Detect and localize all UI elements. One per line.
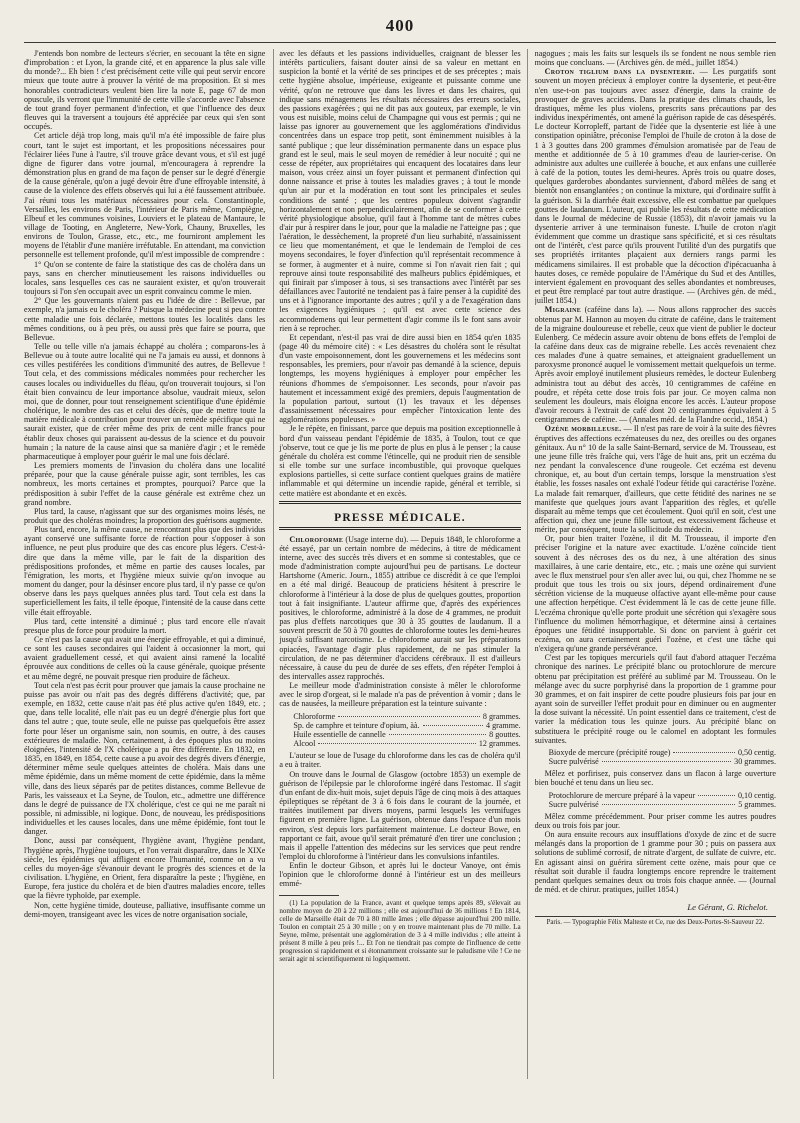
article-paragraph: Et cependant, n'est-il pas vrai de dire aussi bien en 1854 qu'en 1835 (page 40 du mémoire cité) : « Les désastres du choléra sont le résultat d'un vaste empoisonnement, dont les gouvernemens et les médecins sont responsables, les premiers, pour n'avoir pas demandé à la science, depuis longtemps, les moyens hygiéniques à employer pour empêcher les réunions d'hommes de s'empoisonner. Les seconds, pour n'avoir pas hautement et incessamment exigé des premiers, depuis l'augmentation de la population partout, surtout (1) les travaux et les dépenses d'assainissement nécessaires pour empêcher l'intoxication lente des agglomérations populeuses. »: [279, 332, 521, 425]
ingredient-name: Sucre pulvérisé: [548, 799, 599, 809]
article-paragraph: Tout cela n'est pas écrit pour prouver que jamais la cause prochaine ne puisse pas avoir ou n'ait pas des degrés différens d'activité; que, par exemple, en 1832, cette cause n'ait pas été plus active qu'en 1849, etc. ; que, dans telle localité, elle n'ait pas eu un degré d'énergie plus fort que dans tel autre ; que, toute seule, elle ne puisse pas quelquefois être assez forte pour léser un organisme sain, non soumis, en outre, à des causes extérieures de maladie. Non, certainement, à des époques plus ou moins éloignées, l'intensité de l'X cholérique a pu être différente. En 1832, en 1835, en 1849, en 1854, cette cause a pu avoir des degrés divers d'énergie, déterminer même seule quelques atteintes de choléra. Mais dans une même épidémie, dans un même moment de cette épidémie, dans la même ville, dans des lieux séparés par de petites distances, comme Bellevue de Paris, les vaisseaux et La Seyne, de Toulon, etc., admettre une différence dans le degré de puissance de l'X cholérique, c'est ce qui ne me paraît ni possible, ni admissible, ni logique. Donc, de nouveau, les prédispositions individuelles et les causes locales, dans une même épidémie, font tout le danger.: [24, 680, 266, 837]
recipe-line: [549, 757, 776, 766]
recipe-line: [549, 748, 776, 757]
leader-dots: [338, 716, 480, 717]
chloroforme-recipe-intro: Le meilleur mode d'administration consiste à mêler le chloroforme avec le sirop d'orgeat, si le malade n'a pas de prévention à vomir ; dans le cas de nausées, la meilleure préparation est la teinture suivante :: [279, 681, 521, 709]
migraine-paragraph: [535, 305, 776, 424]
chloroforme-recipe: [293, 712, 520, 749]
article-paragraph: Non, cette hygiène timide, douteuse, palliative, insuffisante comme un demi-moyen, transigeant avec les vices de notre organisation sociale,: [24, 900, 266, 919]
recipe-1-instructions: Mêlez et porfirisez, puis conservez dans un flacon à large ouverture bien bouché et tenu dans un lieu sec.: [534, 769, 776, 788]
article-paragraph: 2° Que les gouvernants n'aient pas eu l'idée de dire : Bellevue, par exemple, n'a jamais eu le choléra ? Puisque la médecine peut si peu contre cette maladie une fois déclarée, mettons toutes les localités dans les mêmes conditions, ou à peu près, ou aussi près que faire se pourra, que Bellevue.: [24, 296, 266, 342]
chloroforme-paragraph: [279, 535, 520, 682]
page-number: 400: [385, 16, 415, 35]
ozene-conclusion: [535, 812, 776, 894]
leader-dots: [698, 795, 735, 796]
article-paragraph: Enfin le docteur Gibson, et après lui le docteur Vanoye, ont émis l'opinion que le chloroforme donné à l'intérieur est un des meilleurs emmé-: [279, 861, 521, 889]
article-continuation: [279, 49, 520, 498]
ingredient-quantity: 4 gramme.: [486, 720, 521, 730]
recipe-line: [293, 721, 520, 730]
ingredient-quantity: 0,10 centig.: [737, 790, 776, 800]
leader-dots: [318, 743, 475, 744]
article-paragraph: Or, pour bien traiter l'ozène, il dit M. Trousseau, il importe d'en préciser l'origine et la nature avec exactitude. L'ozène coïncide tient souvent à des nécroses des os du nez, à une altération des sinus maxillaires, à une carie dentaire, etc., etc. ; mais une ozène qui survient avec le flux menstruel pour s'en aller avec lui, ou qui, chez l'homme ne se produit que tous les trois ou six jours, dépend ordinairement d'une sécrétion viciense de la muqueuse olfactive ayant elle-même pour cause une affection herpétique. C'est évidemment là le cas de cette jeune fille. L'eczéma chronique qu'elle porte produit une sécrétion qui s'exagère sous l'influence du molimen hémorrhagique, et détermine ainsi à certaines époques une fétidité insupportable. Si donc on parvient à guérir cet eczéma, on aura certainement guéri l'ozène, et c'est une tâche qui n'exigera qu'une grande persévérance.: [534, 534, 776, 654]
article-paragraph: On aura ensuite recours aux insufflations d'oxyde de zinc et de sucre mélangés dans la proportion de 1 gramme pour 30 ; puis on passera aux solutions de sublimé corrosif, de nitrate d'argent, de sulfate de cuivre, etc. En agissant ainsi on guérira sûrement cette ozène, mais pour que ce résultat soit durable il faudra longtemps encore reprendre le traitement pendant quelques semaines deux ou trois fois chaque année. — (Journal de méd. et de chirur. pratiques, juillet 1854.): [534, 830, 776, 895]
chloroforme-lead: Chloroforme: [289, 534, 344, 544]
article-paragraph: J'entends bon nombre de lecteurs s'écrier, en secouant la tête en signe d'improbation : et Lyon, la grande cité, et en apparence la plus sale ville du monde?... Eh bien ! c'est précisément cette ville qui peut servir encore mieux que toute autre à prouver la vérité de ma proposition. Et si mes honorables contradicteurs veulent bien lire la note E, page 67 de mon opuscule, ils verront que l'immunité de cette ville s'accorde avec l'absence de tout grand foyer permanent d'infection, et que l'influence des deux fleuves qui la traversent a toujours été appréciée par ceux qui s'en sont occupés.: [24, 49, 266, 132]
recipe-line: [549, 800, 776, 809]
ingredient-quantity: 30 grammes.: [734, 757, 776, 767]
recipe-line: [549, 791, 776, 800]
ingredient-name: Sucre pulvérisé: [548, 757, 599, 767]
section-title: PRESSE MÉDICALE.: [334, 511, 466, 524]
article-end: [535, 49, 776, 67]
article-paragraph: Mêlez comme précédemment. Pour priser comme les autres poudres deux ou trois fois par jour.: [534, 811, 776, 830]
ingredient-quantity: 8 grammes.: [482, 711, 521, 721]
ingredient-name: Protochlorure de mercure préparé à la vapeur: [548, 790, 696, 800]
ingredient-name: Sp. de camphre et teinture d'opium, àà.: [293, 720, 420, 730]
recipe-line: [293, 730, 520, 739]
article-paragraph: Cet article déjà trop long, mais qu'il m'a été impossible de faire plus court, tant le sujet est important, et les propositions nécessaires pour l'éclairer liées l'une à l'autre, s'il trouve grâce devant vous, et s'il est jugé digne de figurer dans votre journal, m'encouragera à reprendre la démonstration plus en grand de ma façon de penser sur le degré d'énergie de la cause générale, qu'on a jugé devoir être d'une effroyable intensité, à cause de la violence des effets observés qui lui a été faussement attribuée. J'ai réuni tous les matériaux nécessaires pour cela. Constantinople, Versailles, les environs de Paris, l'intérieur de Paris même, Compiègne, Elbeuf et les communes voisines, Louviers et le plateau de Mantaure, le village de Tooting, en Angleterre, New-York, Chauny, Bruxelles, les environs de Toulon, Grasse, etc., etc., me fourniront amplement les moyens de l'établir d'une manière irréfutable. En attendant, ma conviction personnelle est tellement profonde, qu'il m'est impossible de comprendre :: [24, 131, 266, 260]
ozene-treatment: [535, 534, 776, 745]
column-2: [279, 49, 520, 1079]
ingredient-quantity: 8 gouttes.: [489, 729, 521, 739]
recipe-line: [293, 712, 520, 721]
article-paragraph: 1° Qu'on se contente de faire la statistique des cas de choléra dans un pays, sans en chercher minutieusement les raisons individuelles ou locales, sans lesquelles ces cas ne sauraient exister, et qu'on trouverait toujours si l'on s'en occupait avec un esprit convaincu comme le mien.: [24, 259, 266, 297]
ingredient-name: Chloroforme: [293, 711, 336, 721]
article-paragraph: L'auteur se loue de l'usage du chloroforme dans les cas de choléra qu'il a eu à traiter.: [279, 751, 521, 770]
article-paragraph: Les premiers moments de l'invasion du choléra dans une localité préparée, pour que la cause générale puisse agir, sont terribles, les cas nombreux, les morts certaines et promptes, pourquoi? Parce que la prédisposition à subir l'effet de la cause générale est extrême chez un grand nombre.: [24, 461, 266, 507]
article-paragraph: C'est par les topiques mercuriels qu'il faut d'abord attaquer l'eczéma chronique des narines. Le précipité blanc ou protochlorure de mercure obtenu par précipitation est préféré au sublimé par M. Trousseau. On le mélange avec du sucre porphyrisé dans la proportion de 1 gramme pour 30 grammes, et on fait inspirer de cette poudre plusieurs fois par jour en ayant soin de surveiller l'effet produit pour en diminuer ou en augmenter la dose suivant la nécessité. Un point essentiel dans ce traitement, c'est de varier la médication tous les quinze jours. Au précipité blanc on substituera le précipité rouge ou le calomel en adoptant les formules suivantes.: [534, 653, 776, 745]
article-paragraph: Ce n'est pas la cause qui avait une énergie effroyable, et qui a diminué, ce sont les causes secondaires qui l'aident à occasionner la mort, qui avaient graduellement cessé, et qui avaient ainsi ramené la localité éprouvée aux conditions de celles où la cause générale, quoique présente et au même degré, ne pouvait presque rien produire de fâcheux.: [24, 635, 266, 681]
article-paragraph: avec les défauts et les passions individuelles, craignant de blesser les intérêts particuliers, faisant douter ainsi de sa valeur en mettant en suspicion la bonté et la vérité de ses principes et de ses préceptes ; mais cette hygiène absolue, impérieuse, exigeante et puissante comme une vérité, qu'on ne retrouve que dans les livres et dans les chaires, qui indique sans ménagemens les résultats nécessaires des erreurs sociales, des passions exagérées ; qui ne dit pas aux gouteux, par exemple, le vin vous est nuisible, moins celui de Champagne qui vous est permis ; qui ne laisse pas ignorer au gouvernement que les agglomérations d'individus concentrées dans un espace trop petit, sont éminemment nuisibles à la santé publique ; que leur dissémination permanente dans un espace plus grand est le seul, mais le seul moyen de remédier à leur nocuité ; qui ne cesse de répéter, aux propriétaires qui encaquent des locataires dans leur maison, vous créez ainsi un foyer puissant et permanent d'infection qui donne naissance et prise à toutes les maladies graves ; à tout le monde qu'un air pur et la modération en tout sont les principales et seules conditions de santé ; que les centres populeux doivent s'agrandir horizontalement et non perpendiculairement, afin de se conformer à cette vérité physiologique absolue, qu'il faut à l'homme tant de mètres cubes d'air pur à respirer dans le jour, pour que la maladie ne l'atteigne pas ; que l'aération, le dessèchement, la propreté d'un lieu surhabité, n'assainissent ce lieu que momentanément, et que le lendemain de l'emploi de ces moyens secondaires, le foyer d'infection qu'il représentait recommence à se former, à augmenter et à nuire, comme si l'on n'avait rien fait ; qui reprouve ainsi toute responsabilité des malheurs publics épidémiques, et qui finirait par s'imposer à tous, si ses transactions avec l'intérêt par ses défaillances avec l'autorité ne tendaient pas à faire penser à la cupidité des uns et à l'ignorance importante des autres ; qu'il y a de l'exagération dans les exigences hygiéniques ; qu'il est avec cette science des accommodemens qui leur permettent d'agir comme ils le font sans avoir rien à se reprocher.: [279, 49, 521, 333]
text-columns: [24, 49, 776, 1079]
croton-paragraph: [535, 67, 776, 305]
chloroforme-text: (Usage interne du). — Depuis 1848, le chloroforme a été essayé, par un certain nombre de médecins, à titre de médicament interne, avec des succès très divers et en somme si contestables, que ce mode d'administration compte aujourd'hui peu de partisans. Le docteur Hartshorne (Americ. Journ., 1855) attribue ce discrédit à ce que l'emploi en a été mal dirigé. Beaucoup de praticiens hésitent à prescrire le chloroforme à l'intérieur à la dose de plus de quelques gouttes, proportion tout à fait insignifiante. L'auteur affirme que, d'après des expériences positives, le chloroforme, administré à la dose de 4 grammes, ne produit pas plus d'effets narcotiques que 30 à 35 gouttes de laudanum. Il a souvent prescrit de 50 à 70 gouttes de chloroforme toutes les demi-heures jusqu'à suffisant narcotisme. Le chloroforme aurait sur les préparations opiacées, l'avantage d'agir plus rapidement, de ne pas stimuler la circulation, de ne pas déterminer d'accidens cérébraux. Il est d'ailleurs nécessaire, à cause du peu de durée de ses effets, d'en répéter l'emploi à des intervalles assez rapprochés.: [279, 534, 521, 681]
section-rule: [279, 501, 520, 504]
article-paragraph: Plus tard, la cause, n'agissant que sur des organismes moins lésés, ne produit que des choléras moindres; la proportion des guérisons augmente.: [24, 506, 266, 525]
section-rule-bottom: [279, 527, 520, 530]
footnote: (1) La population de la France, avant et quelque temps après 89, s'élevait au nombre moyen de 20 à 22 millions ; elle est aujourd'hui de 36 millions ! En 1814, celle de Marseille était de 70 à 80 mille âmes ; elle dépasse aujourd'hui 200 mille. Toulon en comptait 25 à 30 mille ; on y en trouve maintenant plus de 70 mille. La Seyne, même, présentait une agglomération de 3 à 4 mille individus ; elle atteint à présent 8 mille à peu près !... Et l'on ne tiendrait pas compte de l'influence de cette progression si rapidement et si étonnamment croissante sur le paludisme vile ! Ce ne serait agir ni scientifiquement ni logiquement.: [279, 898, 521, 963]
ingredient-name: Bioxyde de mercure (précipité rouge): [548, 747, 671, 757]
ingredient-name: Alcool: [293, 739, 316, 749]
header-rule: [24, 42, 776, 43]
manager-signature: Le Gérant, G. Richelot.: [687, 902, 768, 913]
printer-rule: [535, 916, 776, 917]
ingredient-quantity: 0,50 centig.: [737, 747, 776, 757]
leader-dots: [602, 761, 731, 762]
article-paragraph: nagogues ; mais les faits sur lesquels ils se fondent ne nous semble rien moins que concluans. — (Archives gén. de méd., juillet 1854.): [534, 49, 776, 68]
footnote-rule: [279, 895, 339, 896]
article-paragraph: Donc, aussi par conséquent, l'hygiène avant, l'hygiène pendant, l'hygiène après, l'hygiène toujours, et l'on verrait disparaître, dans le XIXe siècle, les épidémies qui affligent encore l'humanité, comme on a vu celles du moyen-âge s'évanouir devant le progrès des sciences et de la civilisation. L'hygiène, en Orient, fera disparaître la peste ; l'hygiène, en Europe, fera justice du choléra et de bien d'autres maladies encore, telles que la fièvre typhoïde, par exemple.: [24, 836, 266, 901]
ozene-lead: Ozène morbilleuse.: [544, 424, 622, 434]
ingredient-quantity: 5 grammes.: [738, 799, 776, 809]
article-paragraph: Plus tard, cette intensité a diminué ; plus tard encore elle n'avait presque plus de force pour produire la mort.: [24, 616, 266, 635]
migraine-text: (caféine dans la). — Nous allons rapprocher des succès obtenus par M. Hannon au moyen du citrate de caféine, dans le traitement de la migraine douloureuse et rebelle, ceux que vient de publier le docteur Eulenberg. Ce médecin assure avoir obtenu de bons effets de l'emploi de la caféine dans deux cas de migraine rebelle. Les accès revenaient chez ces malades d'une à quatre semaines, et atteignaient graduellement un paroxysme prononcé auquel le vomissement mettait quelquefois un terme. Après avoir employé inutilement plusieurs remèdes, le docteur Eulenberg administra tout au début des accès, 10 centigrammes de caféine en poudre, et répéta cette dose trois fois par jour. Ce moyen calma non seulement les douleurs, mais éloigna encore les accès. L'auteur propose d'avoir recours à l'extrait de café dont 20 centigrammes équivalent à 5 centigrammes de caféine. — (Annales méd. de la Flandre occid., 1854.): [534, 305, 776, 425]
croton-lead: Croton tiglium dans la dysenterie.: [544, 67, 695, 77]
article-paragraph: Plus tard, encore, la même cause, ne rencontrant plus que des individus ayant conservé une suffisante force de réaction pour s'opposer à son influence, ne peut plus produire que des cas encore plus légers. C'est-à-dire que dans la même ville, par le fait de la disparition des prédispositions profondes, et même en partie des causes locales, par l'émigration, les morts, et l'hygiène mieux suivie qu'on invoque au moment du danger, pour la désinser encore plus tard, il n'y passe ce qu'on observe dans les pays quelques années plus tard. Tout cela est dans la superficiellement les faits, il telle époque, l'intensité de la cause dans cette ville était effroyable.: [24, 525, 266, 617]
column-3: [535, 49, 776, 1079]
ingredient-quantity: 12 grammes.: [478, 739, 521, 749]
article-paragraph: Je le répète, en finissant, parce que depuis ma position exceptionnelle à bord d'un vaisseau pendant l'épidémie de 1835, à Toulon, tout ce que j'observe, tout ce que je lis me porte de plus en plus à le penser ; la cause générale du choléra est comme l'étincelle, qui ne produit rien de sensible si elle tombe sur une surface incombustible, qui provoque quelques explosions partielles, si cette surface contient quelques grains de matière inflammable et qui détermine un incendie rapide, général et terrible, si cette matière est abondante et en excès.: [279, 424, 521, 498]
recipe-line: [293, 739, 520, 748]
ingredient-name: Huile essentielle de cannelle: [293, 729, 386, 739]
column-1: [24, 49, 265, 1079]
chloroforme-followup: [279, 751, 520, 888]
leader-dots: [673, 752, 735, 753]
migraine-lead: Migraine: [544, 305, 582, 315]
croton-text: — Les purgatifs sont souvent un moyen précieux à employer contre la dysenterie, et peut-être n'en use-t-on pas toujours avec assez d'énergie, dans la crainte de provoquer de graves accidens. Dans la pratique des climats chauds, les drastiques, même les plus violens, prescrits sans précautions par des individus inexpérimentés, ont amené la guérison rapide de cas désespérés. Le docteur Korropleff, partant de l'idée que la dysenterie est liée à une constipation opiniâtre, préconise l'emploi de l'huile de croton à la dose de 1 à 3 gouttes dans 200 grammes d'émulsion aromatisée par de l'eau de menthe et additionnée de 5 à 10 grammes d'eau de laurier-cerise. On administre aux adultes une cuillerée à bouche, et aux enfans une cuillerée à café de la potion, toutes les demi-heures. Après trois ou quatre doses, quelques garderobes abondantes surviennent, d'abord mêlées de sang et bientôt non ensanglantées ; on continue la mixture, qui d'ordinaire suffit à la guérison. Si la diarrhée était excessive, elle est combattue par quelques gouttes de laudanum. L'auteur, qui publie les résultats de cette médication dans le Journal de médecine de Russie (1853), dit n'avoir jamais vu la dysenterie arriver à une terminaison funeste. L'huile de croton n'agit évidemment que comme un drastique sans spécificité, et si ces résultats ont de l'intérêt, c'est parce qu'ils prouvent l'utilité d'un des purgatifs que ses propriétés irritantes plaçaient aux derniers rangs parmi les médicamens similaires. Il est probable que la décoction d'ipécacuanha à hautes doses, ce remède populaire de l'Amérique du Sud et des Antilles, intervient également en provoquant des selles abondantes et nombreuses, et peut être remplacé par tout autre drastique. — (Archives gén. de méd., juillet 1854.): [534, 67, 776, 306]
leader-dots: [423, 725, 484, 726]
printer-imprint: Paris. — Typographie Félix Malteste et Ce, rue des Deux-Portes-St-Sauveur 22.: [546, 919, 765, 927]
recipe-red-precipitate: [549, 748, 776, 766]
article-paragraph: On trouve dans le Journal de Glasgow (octobre 1853) un exemple de guérison de l'épilepsie par le chloroforme ingéré dans l'estomac. Il s'agit d'un enfant de dix-huit mois, sujet depuis l'âge de cinq mois à des attaques épileptiques se répétant de 3 à 6 fois dans le courant de la journée, et traitées inutilement par divers moyens, parmi lesquels les vermifuges figurent en première ligne. La guérison, obtenue dans l'espace d'un mois environ, s'est depuis lors parfaitement maintenue. Le docteur Bowe, en rapportant ce fait, avoue qu'il serait prématuré d'en tirer une conclusion ; mais il appelle l'attention des médecins sur les services que peut rendre l'emploi du chloroforme à l'intérieur dans les convulsions infantiles.: [279, 769, 521, 861]
ozene-text: — Il n'est pas rare de voir à la suite des fièvres éruptives des affections eczémateuses du nez, des oreilles ou des organes génitaux. Au n° 10 de la salle Saint-Bernard, service de M. Trousseau, est une jeune fille très fraîche qui, vers l'âge de huit ans, prit un eczéma du nez pendant la convalescence d'une rougeole. Cet eczéma est devenu chronique, et, au bout d'un certain temps, lorsque la menstruation s'est établie, les fosses nasales ont exhalé l'odeur fétide qui caractérise l'ozène. La malade fait remarquer, d'ailleurs, que cette fétidité des narines ne se manifeste que quelques jours avant l'apparition des règles, et qu'elle disparaît au même temps que cet écoulement. Quoi qu'il en soit, c'est une affection qui, chez une jeune fille surtout, est excessivement fâcheuse et mérite, par conséquent, toute la sollicitude du médecin.: [534, 424, 776, 535]
article-paragraph: Telle ou telle ville n'a jamais échappé au choléra ; comparons-les à Bellevue ou à toute autre localité qui ne l'a jamais eu aussi, et donnons à ces villes pestiférées les conditions d'immunité des autres, de Bellevue ! Tout cela, et des commissions médicales nommées pour rechercher les causes locales ou individuelles du fléau, qu'on trouverait toujours, si l'on était bien convaincu de leur importance absolue, vaudrait mieux, selon moi, que de donner, pour tout renseignement scientifique d'une épidémie cholérique, le nombre des cas et celui des décès, que de mettre toute la matière médicale à contribution pour trouver un remède spécifique qui ne saurait exister, que de créer même des prix de cent mille francs pour établir deux choses qui paraissent au-dessus de la science et du pouvoir humain ; la nature de la cause ainsi que sa manière d'agir ; et le remède pharmaceutique à employer pour guérir le mal une fois déclaré.: [24, 342, 266, 461]
leader-dots: [389, 734, 486, 735]
leader-dots: [602, 804, 735, 805]
recipe-protochloride: [549, 791, 776, 809]
ozene-paragraph: [535, 424, 776, 534]
